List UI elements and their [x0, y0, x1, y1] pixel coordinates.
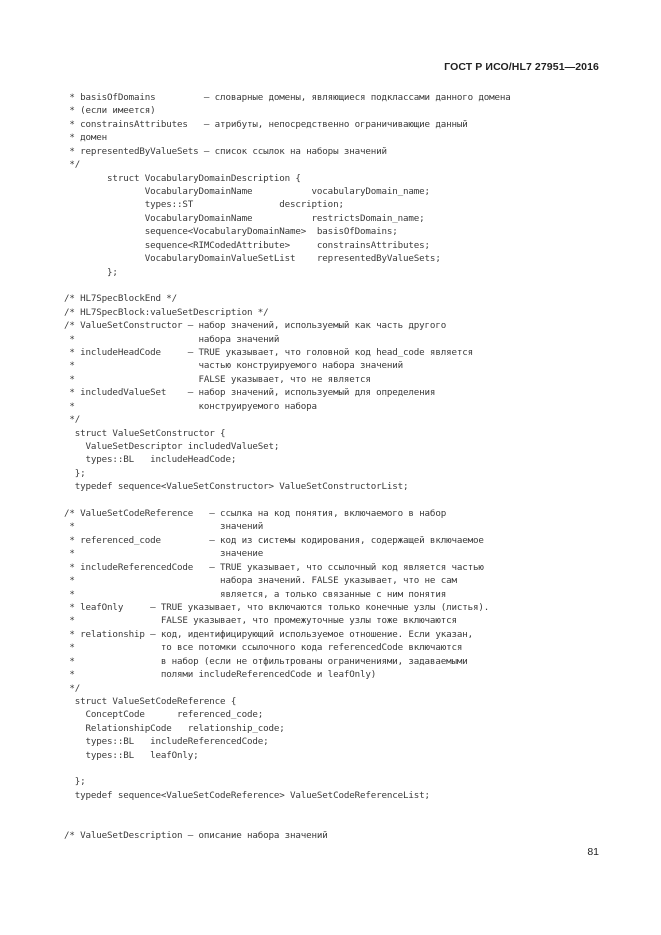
- code-line: */: [64, 682, 81, 694]
- code-line: * FALSE указывает, что промежуточные узлы тоже включаются: [64, 615, 457, 627]
- code-line: /* ValueSetDescription – описание набора значений: [64, 830, 328, 842]
- code-line: };: [64, 266, 118, 278]
- code-line: sequence<RIMCodedAttribute> constrainsAttributes;: [64, 239, 430, 251]
- code-line: * representedByValueSets – список ссылок на наборы значений: [64, 145, 387, 157]
- code-line: * includedValueSet – набор значений, используемый для определения: [64, 387, 436, 399]
- code-line: * в набор (если не отфильтрованы ограничениями, задаваемыми: [64, 655, 468, 667]
- code-line: ConceptCode referenced_code;: [64, 709, 264, 721]
- code-line: * набора значений. FALSE указывает, что не сам: [64, 575, 457, 587]
- code-line: VocabularyDomainValueSetList representedByValueSets;: [64, 253, 441, 264]
- code-line: /* HL7SpecBlock:valueSetDescription */: [64, 306, 269, 318]
- code-line: /* HL7SpecBlockEnd */: [64, 293, 178, 305]
- code-line: RelationshipCode relationship_code;: [64, 722, 285, 734]
- standard-id-header: ГОСТ Р ИСО/HL7 27951—2016: [444, 61, 599, 73]
- code-line: /* ValueSetConstructor – набор значений, используемый как часть другого: [64, 320, 447, 332]
- code-line: * значение: [64, 548, 264, 560]
- code-line: * includeReferencedCode – TRUE указывает, что ссылочный код является частью: [64, 561, 484, 573]
- code-line: };: [64, 776, 86, 788]
- code-line: types::ST description;: [64, 199, 344, 211]
- code-line: VocabularyDomainName restrictsDomain_name;: [64, 212, 425, 224]
- code-line: typedef sequence<ValueSetConstructor> ValueSetConstructorList;: [64, 481, 409, 493]
- code-line: * полями includeReferencedCode и leafOnly): [64, 669, 377, 681]
- code-line: */: [64, 159, 81, 171]
- code-line: * leafOnly – TRUE указывает, что включаются только конечные узлы (листья).: [64, 602, 490, 613]
- code-line: * частью конструируемого набора значений: [64, 360, 404, 372]
- code-line: * relationship – код, идентифицирующий используемое отношение. Если указан,: [64, 628, 473, 640]
- code-line: types::BL leafOnly;: [64, 749, 199, 761]
- code-line: };: [64, 467, 86, 479]
- code-line: struct ValueSetConstructor {: [64, 427, 226, 439]
- code-line: * то все потомки ссылочного кода referencedCode включаются: [64, 642, 463, 654]
- code-line: * FALSE указывает, что не является: [64, 373, 371, 385]
- code-line: * (если имеется): [64, 105, 156, 117]
- code-line: types::BL includeHeadCode;: [64, 454, 237, 466]
- code-line: struct VocabularyDomainDescription {: [64, 172, 301, 184]
- code-line: types::BL includeReferencedCode;: [64, 736, 269, 748]
- page-number: 81: [587, 846, 599, 858]
- code-line: * constrainsAttributes – атрибуты, непосредственно ограничивающие данный: [64, 118, 468, 130]
- code-line: * referenced_code – код из системы кодирования, содержащей включаемое: [64, 534, 484, 546]
- code-line: * домен: [64, 132, 108, 144]
- code-line: * конструируемого набора: [64, 400, 317, 412]
- code-line: typedef sequence<ValueSetCodeReference> ValueSetCodeReferenceList;: [64, 789, 430, 801]
- code-line: */: [64, 414, 81, 426]
- code-line: * набора значений: [64, 333, 280, 345]
- code-line: struct ValueSetCodeReference {: [64, 695, 237, 707]
- code-line: sequence<VocabularyDomainName> basisOfDomains;: [64, 226, 398, 238]
- code-line: * значений: [64, 521, 264, 533]
- code-line: ValueSetDescriptor includedValueSet;: [64, 440, 280, 452]
- code-line: * является, а только связанные с ним понятия: [64, 588, 447, 600]
- code-line: * includeHeadCode – TRUE указывает, что головной код head_code является: [64, 347, 473, 358]
- code-line: * basisOfDomains – словарные домены, являющиеся подклассами данного домена: [64, 92, 511, 103]
- code-line: /* ValueSetCodeReference – ссылка на код понятия, включаемого в набор: [64, 508, 447, 519]
- code-line: VocabularyDomainName vocabularyDomain_name;: [64, 185, 430, 197]
